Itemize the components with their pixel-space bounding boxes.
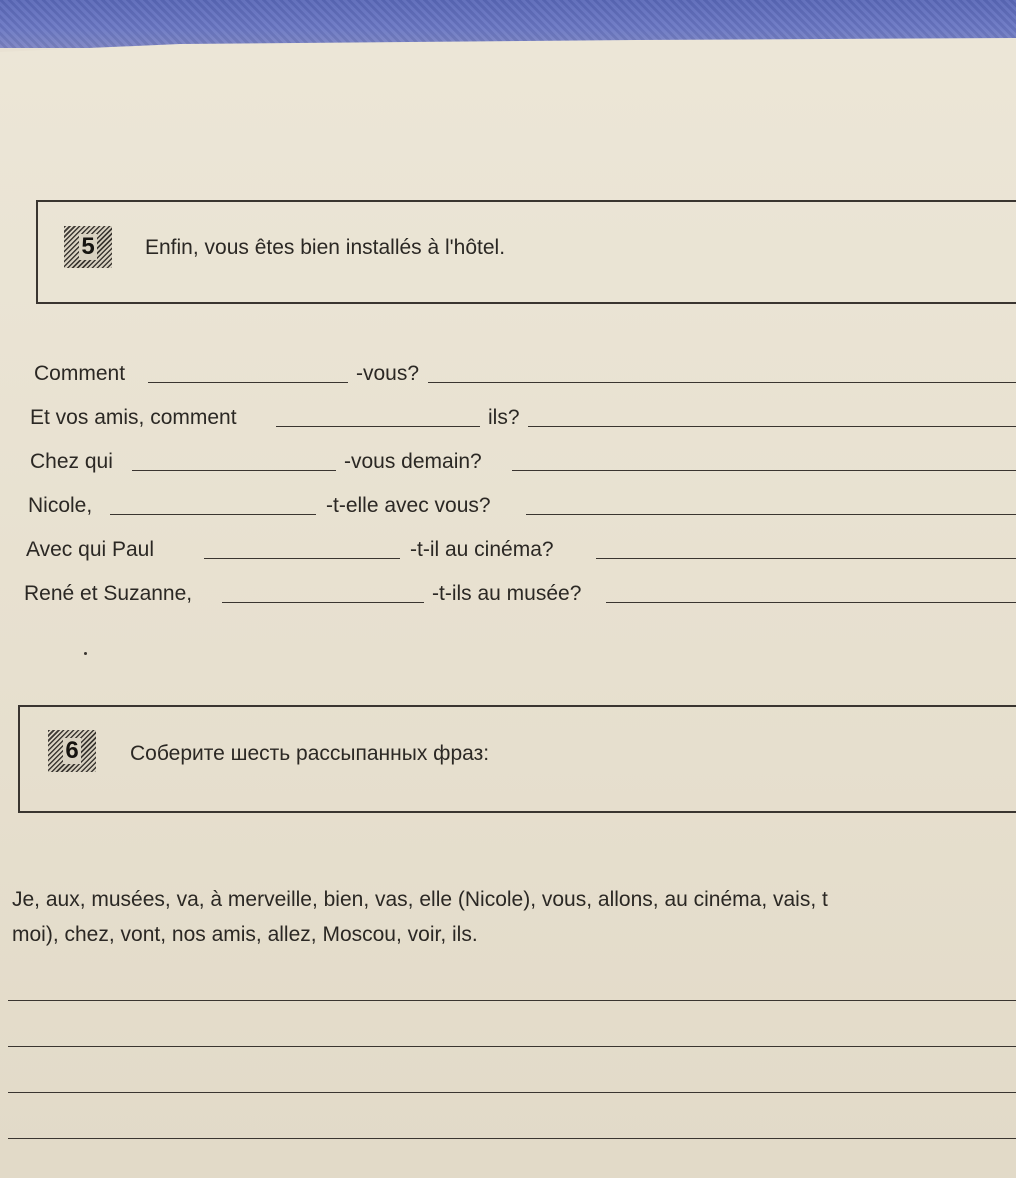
exercise-5-row-3	[0, 444, 1016, 478]
row-5-blank-2[interactable]	[596, 532, 1016, 559]
word-bank	[12, 882, 1016, 952]
row-5-middle: -t-il au cinéma?	[410, 538, 554, 561]
row-3-blank-2[interactable]	[512, 444, 1016, 471]
row-3-start: Chez qui	[30, 450, 113, 473]
exercise-5-title: Enfin, vous êtes bien installés à l'hôtel.	[145, 236, 506, 259]
row-4-start: Nicole,	[28, 494, 93, 517]
row-2-start: Et vos amis, comment	[30, 406, 237, 429]
row-1-blank-2[interactable]	[428, 356, 1016, 383]
row-1-middle: -vous?	[356, 362, 420, 385]
row-5-start: Avec qui Paul	[26, 538, 155, 561]
row-1-start: Comment	[34, 362, 126, 385]
exercise-6-number-badge	[48, 730, 96, 772]
ink-speck	[84, 652, 87, 655]
row-5-blank-1[interactable]	[204, 532, 400, 559]
row-4-blank-1[interactable]	[110, 488, 316, 515]
exercise-5-row-5	[0, 532, 1016, 566]
answer-line-4[interactable]	[8, 1138, 1016, 1139]
exercise-6-title: Соберите шесть рассыпанных фраз:	[130, 742, 490, 765]
answer-line-3[interactable]	[8, 1092, 1016, 1093]
word-bank-line-2: moi), chez, vont, nos amis, allez, Moscou, voir, ils.	[12, 923, 478, 946]
row-1-blank-1[interactable]	[148, 356, 348, 383]
row-3-blank-1[interactable]	[132, 444, 336, 471]
row-6-blank-1[interactable]	[222, 576, 424, 603]
exercise-5-number: 5	[81, 233, 95, 260]
exercise-5-row-4	[0, 488, 1016, 522]
row-2-blank-1[interactable]	[276, 400, 480, 427]
exercise-5-number-badge	[64, 226, 112, 268]
row-2-middle: ils?	[488, 406, 520, 429]
row-6-start: René et Suzanne,	[24, 582, 193, 605]
answer-line-1[interactable]	[8, 1000, 1016, 1001]
row-4-middle: -t-elle avec vous?	[326, 494, 491, 517]
exercise-5-row-2	[0, 400, 1016, 434]
row-2-blank-2[interactable]	[528, 400, 1016, 427]
exercise-6-number: 6	[65, 737, 79, 764]
answer-line-2[interactable]	[8, 1046, 1016, 1047]
exercise-5-row-1	[0, 356, 1016, 390]
row-4-blank-2[interactable]	[526, 488, 1016, 515]
row-6-middle: -t-ils au musée?	[432, 582, 582, 605]
exercise-5-row-6	[0, 576, 1016, 610]
row-6-blank-2[interactable]	[606, 576, 1016, 603]
row-3-middle: -vous demain?	[344, 450, 482, 473]
word-bank-line-1: Je, aux, musées, va, à merveille, bien, vas, elle (Nicole), vous, allons, au cinéma, vais, t	[12, 888, 828, 911]
